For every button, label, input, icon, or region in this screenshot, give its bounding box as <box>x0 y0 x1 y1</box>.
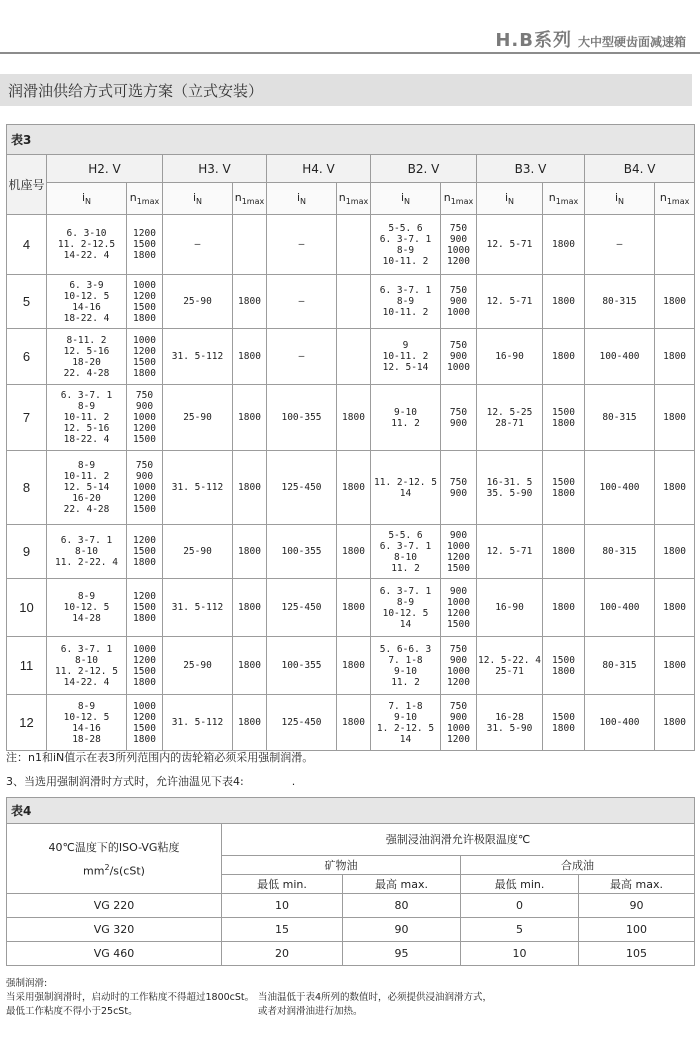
ratio-cell: 25-90 <box>163 637 233 695</box>
synthetic-min-header: 最低 min. <box>461 874 579 893</box>
max-synth-cell: 90 <box>579 894 695 918</box>
speed-cell: 750 900 1000 1200 1500 <box>127 385 163 451</box>
ratio-cell: 16-28 31. 5-90 <box>477 695 543 751</box>
speed-cell: 1200 1500 1800 <box>127 525 163 579</box>
page-header <box>0 0 700 56</box>
speed-cell: 1800 <box>233 525 267 579</box>
ratio-cell: 16-31. 5 35. 5-90 <box>477 451 543 525</box>
max-mineral-cell: 95 <box>343 942 461 966</box>
ratio-cell: 6. 3-7. 1 8-9 10-11. 2 12. 5-16 18-22. 4 <box>47 385 127 451</box>
speed-header: $n_{1max}$ <box>127 183 163 215</box>
speed-cell <box>337 215 371 275</box>
ratio-cell: 16-90 <box>477 329 543 385</box>
footer-right-line1: 当油温低于表4所列的数值时，必须提供浸油润滑方式， <box>258 992 493 1003</box>
ratio-header: $i_N$ <box>267 183 337 215</box>
speed-cell: 1800 <box>655 385 695 451</box>
frame-size: 6 <box>7 329 47 385</box>
speed-cell: 1000 1200 1500 1800 <box>127 275 163 329</box>
ratio-cell: 100-355 <box>267 637 337 695</box>
speed-cell: 1200 1500 1800 <box>127 579 163 637</box>
table-row <box>7 579 695 637</box>
viscosity-unit: $mm^2/s(cSt)$ <box>83 863 145 878</box>
speed-cell: 1800 <box>655 637 695 695</box>
max-synth-cell: 105 <box>579 942 695 966</box>
temperature-limit-header: 强制浸油润滑允许极限温度℃ <box>222 824 695 856</box>
mineral-max-header: 最高 max. <box>343 874 461 893</box>
ratio-cell: 125-450 <box>267 451 337 525</box>
table-row <box>7 942 695 966</box>
mineral-oil-header: 矿物油 <box>222 855 461 874</box>
table-row <box>7 918 695 942</box>
ratio-cell: 25-90 <box>163 525 233 579</box>
table-row <box>7 894 695 918</box>
speed-header: $n_{1max}$ <box>233 183 267 215</box>
speed-cell: 1800 <box>543 329 585 385</box>
speed-cell: 1200 1500 1800 <box>127 215 163 275</box>
ratio-cell: 80-315 <box>585 275 655 329</box>
frame-header: 机座号 <box>7 155 47 215</box>
speed-cell: 750 900 1000 1200 <box>441 695 477 751</box>
speed-cell: 1800 <box>337 579 371 637</box>
ratio-cell: 12. 5-71 <box>477 215 543 275</box>
ratio-cell: 12. 5-22. 4 25-71 <box>477 637 543 695</box>
table-row <box>7 215 695 275</box>
ratio-cell: 9-10 11. 2 <box>371 385 441 451</box>
ratio-cell: 12. 5-25 28-71 <box>477 385 543 451</box>
speed-cell: 1800 <box>655 275 695 329</box>
grade-cell: VG 320 <box>7 918 222 942</box>
speed-cell: 750 900 1000 1200 <box>441 637 477 695</box>
speed-cell <box>337 275 371 329</box>
ratio-cell: 31. 5-112 <box>163 451 233 525</box>
ratio-cell: 31. 5-112 <box>163 579 233 637</box>
ratio-cell: 8-11. 2 12. 5-16 18-20 22. 4-28 <box>47 329 127 385</box>
group-header: B2. V <box>371 155 477 183</box>
footer-left-line2: 最低工作粘度不得小于25cSt。 <box>6 1006 138 1017</box>
section-band <box>0 74 692 106</box>
ratio-header: $i_N$ <box>585 183 655 215</box>
speed-cell: 1800 <box>543 275 585 329</box>
ratio-cell: 8-9 10-12. 5 14-28 <box>47 579 127 637</box>
speed-header: $n_{1max}$ <box>441 183 477 215</box>
min-mineral-cell: 20 <box>222 942 343 966</box>
table-row <box>7 385 695 451</box>
table-row <box>7 695 695 751</box>
table-row <box>7 329 695 385</box>
ratio-cell: 125-450 <box>267 579 337 637</box>
ratio-cell: 80-315 <box>585 525 655 579</box>
ratio-cell: 9 10-11. 2 12. 5-14 <box>371 329 441 385</box>
grade-cell: VG 460 <box>7 942 222 966</box>
group-header: H3. V <box>163 155 267 183</box>
ratio-cell: 125-450 <box>267 695 337 751</box>
ratio-cell: 8-9 10-12. 5 14-16 18-28 <box>47 695 127 751</box>
viscosity-header <box>7 824 222 894</box>
min-synth-cell: 0 <box>461 894 579 918</box>
ratio-cell: 12. 5-71 <box>477 275 543 329</box>
ratio-cell: 5-5. 6 6. 3-7. 1 8-9 10-11. 2 <box>371 215 441 275</box>
frame-size: 11 <box>7 637 47 695</box>
ratio-cell: 6. 3-7. 1 8-10 11. 2-12. 5 14-22. 4 <box>47 637 127 695</box>
ratio-cell: 6. 3-10 11. 2-12.5 14-22. 4 <box>47 215 127 275</box>
speed-cell: 750 900 <box>441 451 477 525</box>
max-synth-cell: 100 <box>579 918 695 942</box>
speed-cell: 1800 <box>655 579 695 637</box>
brand <box>495 26 686 52</box>
series-name: H.B系列 <box>495 30 572 51</box>
table-row <box>7 637 695 695</box>
speed-cell: 1800 <box>233 275 267 329</box>
ratio-cell: 5-5. 6 6. 3-7. 1 8-10 11. 2 <box>371 525 441 579</box>
frame-size: 8 <box>7 451 47 525</box>
speed-cell: 900 1000 1200 1500 <box>441 525 477 579</box>
ratio-cell: 100-355 <box>267 525 337 579</box>
speed-cell: 1800 <box>233 695 267 751</box>
ratio-cell: – <box>163 215 233 275</box>
speed-cell: 1800 <box>543 525 585 579</box>
min-synth-cell: 10 <box>461 942 579 966</box>
header-rule <box>0 52 700 54</box>
speed-cell: 1800 <box>655 525 695 579</box>
ratio-cell: 6. 3-7. 1 8-9 10-11. 2 <box>371 275 441 329</box>
speed-cell: 1800 <box>337 385 371 451</box>
speed-cell: 750 900 1000 <box>441 275 477 329</box>
group-header: B4. V <box>585 155 695 183</box>
speed-header: $n_{1max}$ <box>543 183 585 215</box>
speed-cell: 1800 <box>233 329 267 385</box>
table-4 <box>6 797 695 966</box>
footer-heading: 强制润滑: <box>6 978 48 989</box>
ratio-cell: 16-90 <box>477 579 543 637</box>
speed-cell: 1800 <box>337 637 371 695</box>
ratio-cell: 31. 5-112 <box>163 329 233 385</box>
speed-cell: 1800 <box>233 451 267 525</box>
speed-cell: 1500 1800 <box>543 695 585 751</box>
group-header: B3. V <box>477 155 585 183</box>
ratio-cell: 80-315 <box>585 385 655 451</box>
ratio-cell: 100-355 <box>267 385 337 451</box>
ratio-cell: 25-90 <box>163 275 233 329</box>
note-mark: . <box>291 775 296 788</box>
synthetic-oil-header: 合成油 <box>461 855 695 874</box>
speed-header: $n_{1max}$ <box>337 183 371 215</box>
series-subtitle: 大中型硬齿面减速箱 <box>577 35 686 49</box>
ratio-cell: 80-315 <box>585 637 655 695</box>
speed-cell: 1000 1200 1500 1800 <box>127 695 163 751</box>
note-table4-intro <box>6 773 295 789</box>
ratio-cell: 8-9 10-11. 2 12. 5-14 16-20 22. 4-28 <box>47 451 127 525</box>
speed-cell: 900 1000 1200 1500 <box>441 579 477 637</box>
min-synth-cell: 5 <box>461 918 579 942</box>
speed-cell: 1800 <box>337 695 371 751</box>
frame-size: 7 <box>7 385 47 451</box>
speed-cell: 1800 <box>543 579 585 637</box>
speed-cell: 1800 <box>655 451 695 525</box>
speed-cell: 750 900 <box>441 385 477 451</box>
section-title: 润滑油供给方式可选方案（立式安装） <box>8 82 264 100</box>
ratio-cell: 25-90 <box>163 385 233 451</box>
min-mineral-cell: 15 <box>222 918 343 942</box>
speed-cell: 1800 <box>655 695 695 751</box>
speed-cell: 750 900 1000 1200 <box>441 215 477 275</box>
min-mineral-cell: 10 <box>222 894 343 918</box>
ratio-header: $i_N$ <box>47 183 127 215</box>
speed-cell: 750 900 1000 <box>441 329 477 385</box>
ratio-cell: 12. 5-71 <box>477 525 543 579</box>
speed-cell: 1000 1200 1500 1800 <box>127 329 163 385</box>
mineral-min-header: 最低 min. <box>222 874 343 893</box>
speed-cell: 1800 <box>337 525 371 579</box>
ratio-cell: 6. 3-7. 1 8-9 10-12. 5 14 <box>371 579 441 637</box>
frame-size: 12 <box>7 695 47 751</box>
speed-header: $n_{1max}$ <box>655 183 695 215</box>
frame-size: 4 <box>7 215 47 275</box>
ratio-cell: 100-400 <box>585 579 655 637</box>
speed-cell: 1500 1800 <box>543 637 585 695</box>
note-table4-text: 3、当选用强制润滑时方式时，允许油温见下表4: <box>6 775 244 788</box>
speed-cell <box>233 215 267 275</box>
speed-cell: 1800 <box>337 451 371 525</box>
ratio-cell: 6. 3-7. 1 8-10 11. 2-22. 4 <box>47 525 127 579</box>
ratio-header: $i_N$ <box>477 183 543 215</box>
speed-cell: 1000 1200 1500 1800 <box>127 637 163 695</box>
ratio-cell: 100-400 <box>585 695 655 751</box>
speed-cell: 750 900 1000 1200 1500 <box>127 451 163 525</box>
ratio-cell: 7. 1-8 9-10 1. 2-12. 5 14 <box>371 695 441 751</box>
viscosity-title: 40℃温度下的ISO-VG粘度 <box>48 841 180 855</box>
speed-cell: 1500 1800 <box>543 385 585 451</box>
table-row <box>7 525 695 579</box>
max-mineral-cell: 90 <box>343 918 461 942</box>
ratio-cell: 100-400 <box>585 329 655 385</box>
ratio-cell: – <box>267 275 337 329</box>
table-3 <box>6 124 695 751</box>
speed-cell: 1800 <box>655 329 695 385</box>
ratio-cell: 31. 5-112 <box>163 695 233 751</box>
speed-cell: 1500 1800 <box>543 451 585 525</box>
max-mineral-cell: 80 <box>343 894 461 918</box>
footer-left-line1: 当采用强制润滑时，启动时的工作粘度不得超过1800cSt。 <box>6 992 255 1003</box>
footer-right-line2: 或者对润滑油进行加热。 <box>258 1006 363 1017</box>
ratio-cell: 6. 3-9 10-12. 5 14-16 18-22. 4 <box>47 275 127 329</box>
grade-cell: VG 220 <box>7 894 222 918</box>
ratio-cell: 100-400 <box>585 451 655 525</box>
frame-size: 5 <box>7 275 47 329</box>
note-forced-lubrication: 注：n1和iN值示在表3所列范围内的齿轮箱必须采用强制润滑。 <box>6 751 314 764</box>
ratio-cell: 5. 6-6. 3 7. 1-8 9-10 11. 2 <box>371 637 441 695</box>
ratio-header: $i_N$ <box>163 183 233 215</box>
speed-cell <box>655 215 695 275</box>
table-row <box>7 275 695 329</box>
synthetic-max-header: 最高 max. <box>579 874 695 893</box>
table-row <box>7 451 695 525</box>
frame-size: 9 <box>7 525 47 579</box>
speed-cell: 1800 <box>233 579 267 637</box>
group-header: H2. V <box>47 155 163 183</box>
ratio-header: $i_N$ <box>371 183 441 215</box>
speed-cell: 1800 <box>233 385 267 451</box>
ratio-cell: – <box>585 215 655 275</box>
speed-cell: 1800 <box>543 215 585 275</box>
speed-cell <box>337 329 371 385</box>
ratio-cell: 11. 2-12. 5 14 <box>371 451 441 525</box>
ratio-cell: – <box>267 215 337 275</box>
speed-cell: 1800 <box>233 637 267 695</box>
table-3-caption: 表3 <box>7 125 695 155</box>
frame-size: 10 <box>7 579 47 637</box>
group-header: H4. V <box>267 155 371 183</box>
ratio-cell: – <box>267 329 337 385</box>
table-4-caption: 表4 <box>7 798 695 824</box>
